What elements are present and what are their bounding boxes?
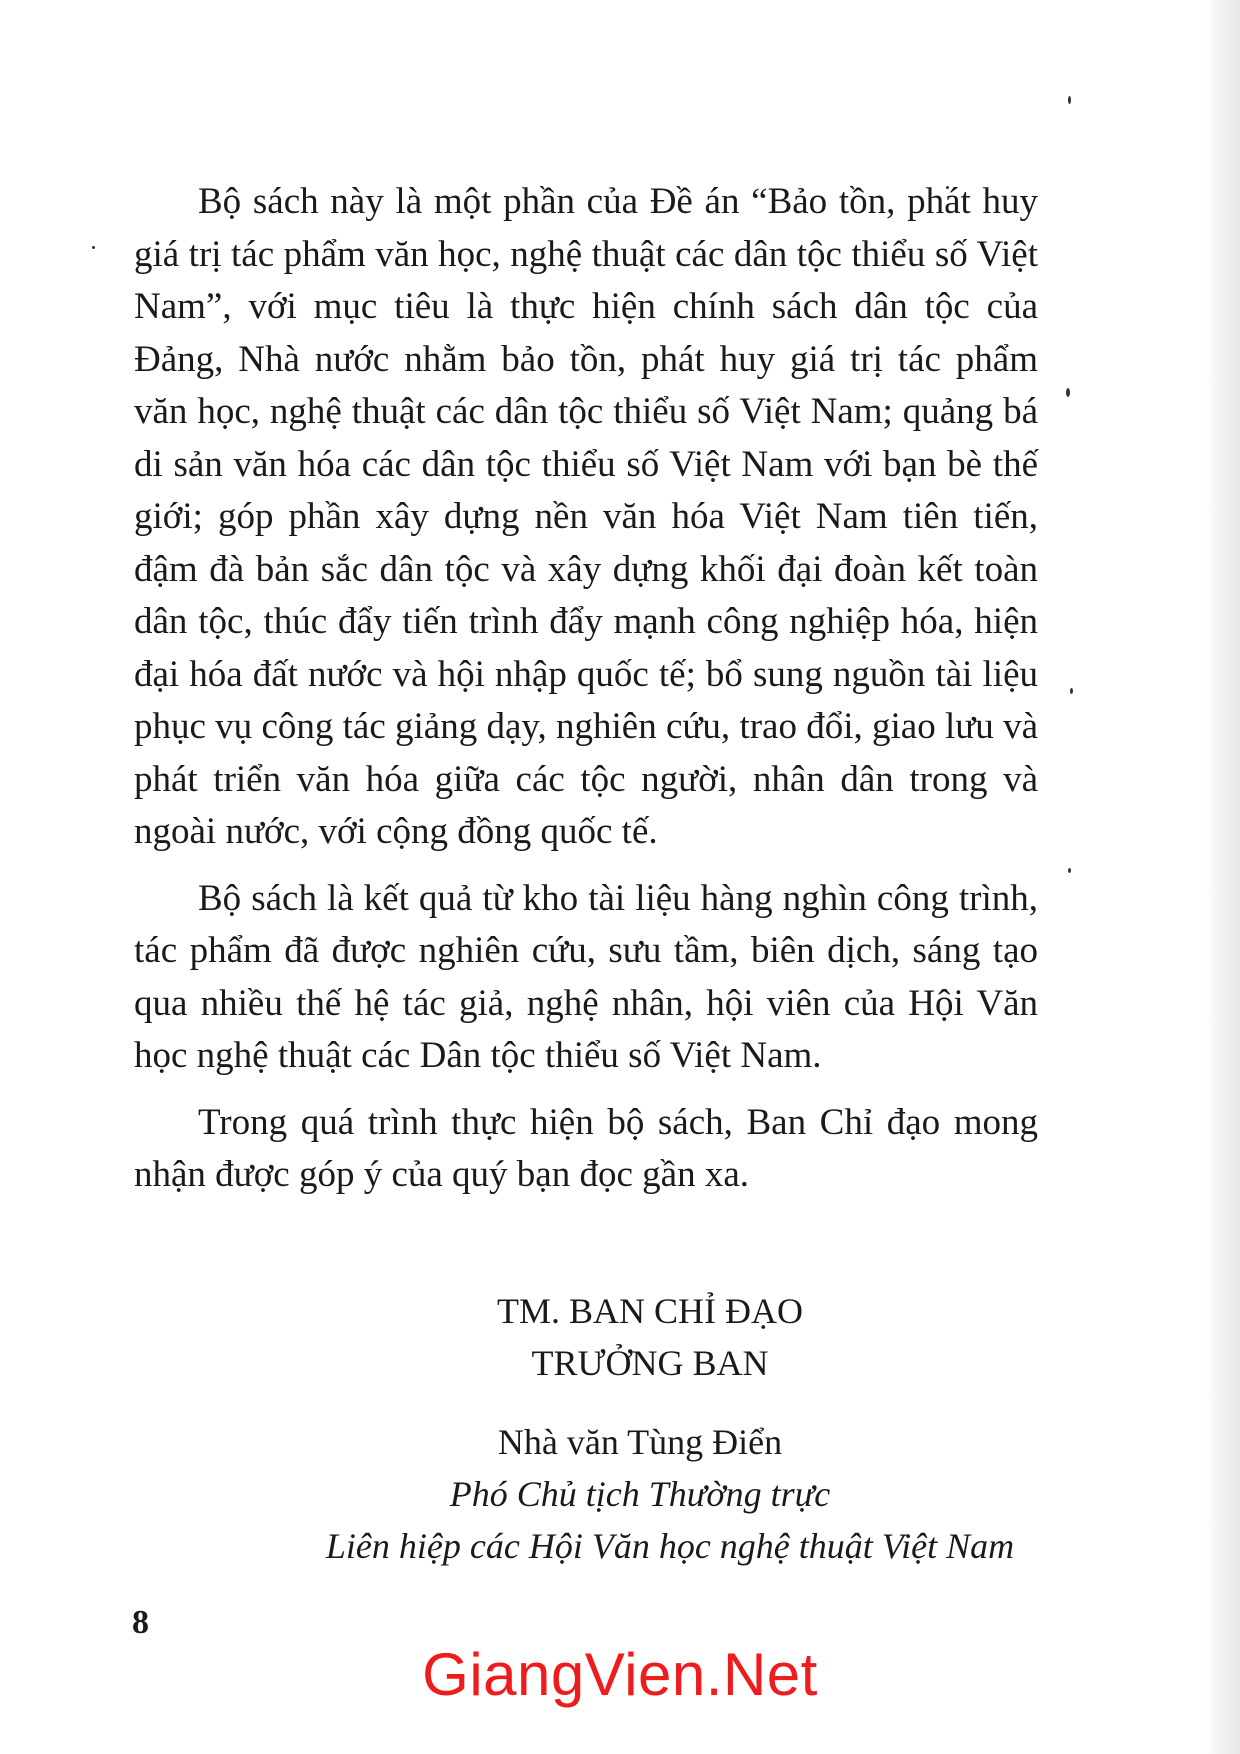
signature-title: Phó Chủ tịch Thường trực	[449, 1474, 831, 1514]
paragraph-feedback: Trong quá trình thực hiện bộ sách, Ban Chỉ đạo mong nhận được góp ý của quý bạn đọc gần xa.	[134, 1101, 1038, 1195]
scan-speck	[1068, 868, 1071, 873]
signature-organization-block	[360, 1285, 940, 1389]
signature-org-line1: TM. BAN CHỈ ĐẠO	[497, 1291, 803, 1331]
signature-org-line2: TRƯỞNG BAN	[531, 1343, 769, 1383]
page-edge-shadow	[1206, 0, 1240, 1754]
page-number: 8	[132, 1604, 149, 1641]
signature-affiliation: Liên hiệp các Hội Văn học nghệ thuật Việt Nam	[325, 1526, 1015, 1566]
scan-speck	[1066, 388, 1070, 397]
paragraph-project: Bộ sách này là một phần của Đề án “Bảo tồn, phát huy giá trị tác phẩm văn học, nghệ thuật các dân tộc thiểu số Việt Nam”, với mục tiêu là thực hiện chính sách dân tộc của Đảng, Nhà nước nhằm bảo tồn, phát huy giá trị tác phẩm văn học, nghệ thuật các dân tộc thiểu số Việt Nam; quảng bá di sản văn hóa các dân tộc thiểu số Việt Nam với bạn bè thế giới; góp phần xây dựng nền văn hóa Việt Nam tiên tiến, đậm đà bản sắc dân tộc và xây dựng khối đại đoàn kết toàn dân tộc, thúc đẩy tiến trình đẩy mạnh công nghiệp hóa, hiện đại hóa đất nước và hội nhập quốc tế; bổ sung nguồn tài liệu phục vụ công tác giảng dạy, nghiên cứu, trao đổi, giao lưu và phát triển văn hóa giữa các tộc người, nhân dân trong và ngoài nước, với cộng đồng quốc tế.	[134, 181, 1038, 852]
scan-speck	[1068, 96, 1071, 104]
paragraph-result: Bộ sách là kết quả từ kho tài liệu hàng nghìn công trình, tác phẩm đã được nghiên cứu, sưu tầm, biên dịch, sáng tạo qua nhiều thế hệ tác giả, nghệ nhân, hội viên của Hội Văn học nghệ thuật các Dân tộc thiểu số Việt Nam.	[134, 877, 1038, 1076]
scan-speck	[1070, 688, 1073, 694]
scan-speck	[92, 246, 95, 249]
body-text	[134, 176, 1038, 1202]
watermark: GiangVien.Net	[422, 1641, 818, 1708]
signature-name: Nhà văn Tùng Điển	[497, 1422, 783, 1462]
